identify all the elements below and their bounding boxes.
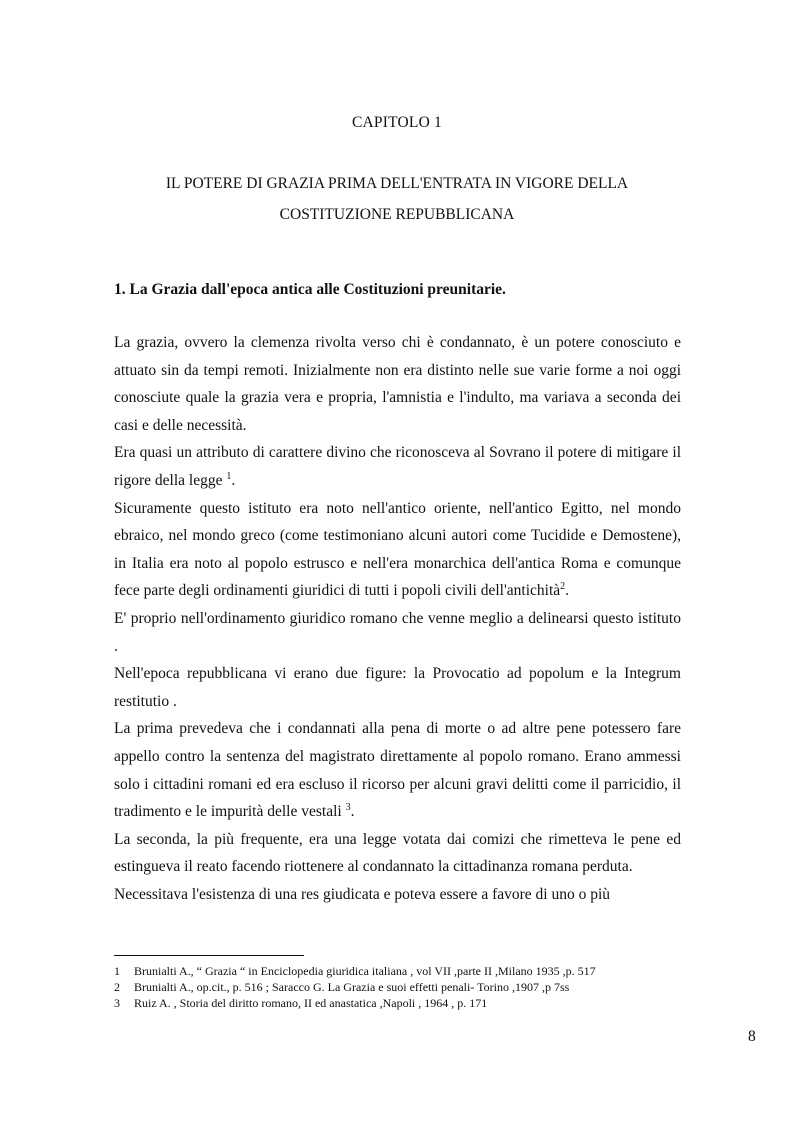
footnote-number: 1 (114, 964, 120, 978)
section-title: 1. La Grazia dall'epoca antica alle Costituzioni preunitarie. (114, 281, 506, 298)
paragraph-5: Nell'epoca repubblicana vi erano due figure: la Provocatio ad popolum e la Integrum restitutio . (114, 665, 681, 710)
footnote-text: Brunialti A., “ Grazia “ in Enciclopedia giuridica italiana , vol VII ,parte II ,Milano 1935 ,p. 517 (134, 964, 596, 978)
paragraph-2-end: . (231, 471, 236, 489)
footnote-ref-1: 1 (226, 470, 232, 482)
footnote (114, 995, 714, 1011)
paragraph-7: La seconda, la più frequente, era una legge votata dai comizi che rimetteva le pene ed estingueva il reato facendo riottenere al condannato la cittadinanza romana perduta. (114, 830, 681, 876)
footnote (114, 979, 714, 995)
chapter-title-line-2: COSTITUZIONE REPUBBLICANA (279, 206, 515, 223)
paragraph-8: Necessitava l'esistenza di una res giudicata e poteva essere a favore di uno o più (114, 885, 611, 903)
footnote (114, 963, 714, 979)
footnote-ref-2: 2 (560, 581, 566, 593)
footnote-text: Ruiz A. , Storia del diritto romano, II ed anastatica ,Napoli , 1964 , p. 171 (134, 996, 488, 1010)
paragraph-6 (114, 715, 681, 825)
footnote-number: 2 (114, 980, 120, 994)
chapter-title (150, 168, 644, 230)
paragraph-3-text: Sicuramente questo istituto era noto nell'antico oriente, nell'antico Egitto, nel mondo ebraico, nel mondo greco (come testimoniano alcuni autori come Tucidide e Demostene), in Italia era noto al popolo estrusco e nell'era monarchica dell'antica Roma e comunque fece parte degli ordinamenti giuridici di tutti i popoli civili dell'antichità (114, 499, 681, 600)
paragraph-6-end: . (350, 803, 355, 821)
paragraph-2-text: Era quasi un attributo di carattere divino che riconosceva al Sovrano il potere di mitigare il rigore della legge (114, 444, 681, 489)
body-text (114, 329, 681, 908)
page-number: 8 (748, 1028, 756, 1045)
paragraph-2 (114, 439, 681, 494)
chapter-title-line-1: IL POTERE DI GRAZIA PRIMA DELL'ENTRATA IN VIGORE DELLA (165, 175, 629, 192)
footnote-number: 3 (114, 996, 120, 1010)
footnote-divider (114, 955, 304, 956)
paragraph-3-end: . (565, 582, 570, 600)
paragraph-3 (114, 495, 681, 605)
footnote-ref-3: 3 (345, 801, 351, 813)
footnote-text: Brunialti A., op.cit., p. 516 ; Saracco G. La Grazia e suoi effetti penali- Torino ,1907 ,p 7ss (134, 980, 570, 994)
paragraph-1: La grazia, ovvero la clemenza rivolta verso chi è condannato, è un potere conosciuto e attuato sin da tempi remoti. Inizialmente non era distinto nelle sue varie forme a noi oggi conosciute quale la grazia vera e propria, l'amnistia e l'indulto, ma variava a seconda dei casi e delle necessità. (114, 334, 681, 434)
chapter-heading: CAPITOLO 1 (352, 114, 442, 131)
footnotes (114, 963, 714, 1011)
paragraph-4: E' proprio nell'ordinamento giuridico romano che venne meglio a delinearsi questo istituto . (114, 609, 681, 655)
paragraph-6-text: La prima prevedeva che i condannati alla pena di morte o ad altre pene potessero fare appello contro la sentenza del magistrato direttamente al popolo romano. Erano ammessi solo i cittadini romani ed era escluso il ricorso per alcuni gravi delitti come il parricidio, il tradimento e le impurità delle vestali (114, 720, 681, 821)
